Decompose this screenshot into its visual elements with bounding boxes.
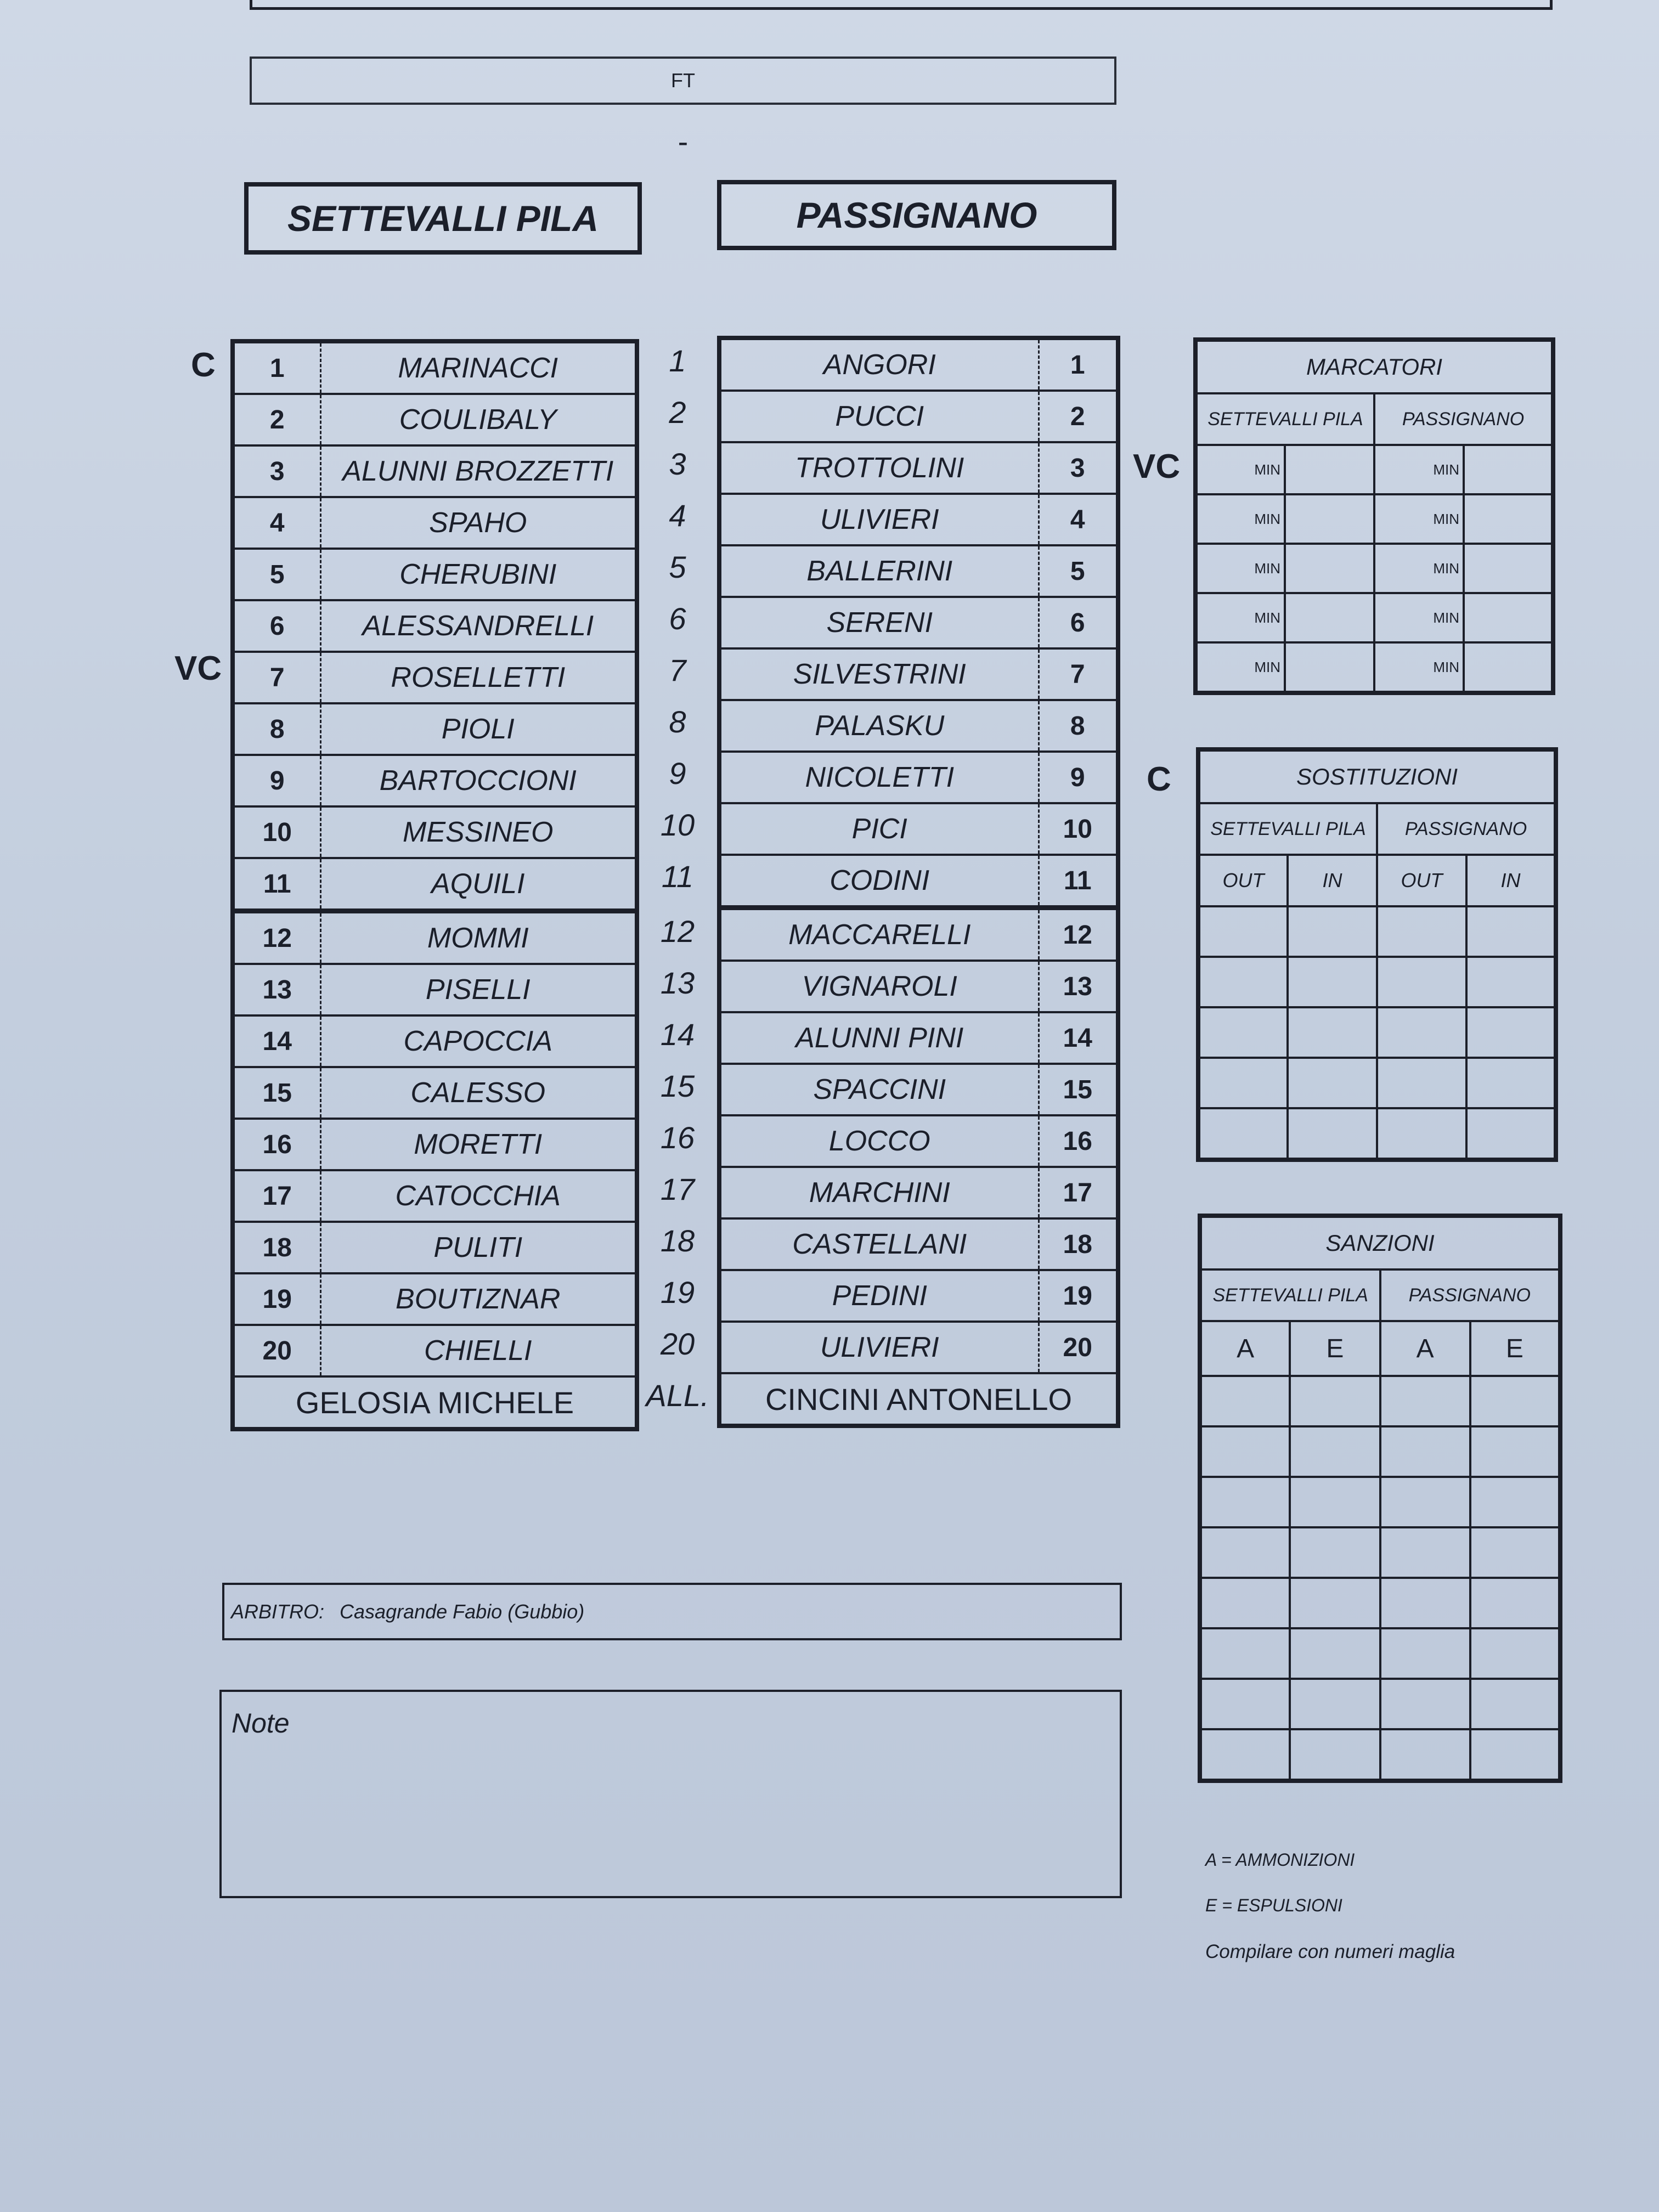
marcatori-min-label[interactable]: MIN — [1195, 445, 1285, 494]
sanzioni-cell[interactable] — [1470, 1729, 1560, 1781]
away-roster-row — [719, 1012, 1118, 1064]
home-player-name: MARINACCI — [398, 352, 558, 384]
marcatori-scorer-cell[interactable] — [1285, 445, 1374, 494]
sostituzioni-away-header: PASSIGNANO — [1377, 803, 1556, 855]
home-team-title: SETTEVALLI PILA — [244, 182, 642, 255]
sanzioni-cell[interactable] — [1470, 1679, 1560, 1729]
middle-shirt-number: 18 — [660, 1223, 695, 1258]
middle-shirt-number: 11 — [661, 859, 694, 894]
sostituzioni-cell[interactable] — [1288, 906, 1377, 957]
away-player-number: 12 — [1039, 908, 1118, 961]
away-player-name: VIGNAROLI — [719, 961, 1039, 1012]
home-player-name: CALESSO — [320, 1067, 637, 1119]
home-player-name: PISELLI — [320, 964, 637, 1015]
home-player-name: PIOLI — [320, 703, 637, 755]
sanzioni-table — [1198, 1214, 1562, 1783]
sanzioni-cell[interactable] — [1200, 1578, 1290, 1628]
home-roster-row — [233, 1325, 637, 1376]
sostituzioni-cell[interactable] — [1466, 1058, 1556, 1108]
score-text: - — [678, 124, 689, 159]
home-roster-row — [233, 806, 637, 858]
marcatori-min-label[interactable]: MIN — [1195, 494, 1285, 544]
middle-shirt-number: 12 — [660, 914, 695, 949]
away-player-number: 5 — [1039, 545, 1118, 597]
away-player-name: CODINI — [719, 855, 1039, 908]
away-player-number: 10 — [1039, 803, 1118, 855]
sostituzioni-cell[interactable] — [1288, 1108, 1377, 1160]
sanzioni-cell[interactable] — [1290, 1578, 1380, 1628]
away-roster-row — [719, 752, 1118, 803]
away-player-name: SPACCINI — [719, 1064, 1039, 1115]
sostituzioni-cell[interactable] — [1288, 1058, 1377, 1108]
home-roster-row — [233, 549, 637, 600]
home-roster-row — [233, 394, 637, 445]
home-player-number: 3 — [233, 445, 320, 497]
marcatori-scorer-cell[interactable] — [1464, 642, 1553, 693]
middle-shirt-number: 19 — [660, 1275, 695, 1310]
away-player-name: MACCARELLI — [719, 908, 1039, 961]
home-roster-row — [233, 911, 637, 964]
away-player-number: 19 — [1039, 1270, 1118, 1322]
middle-shirt-number: 14 — [660, 1017, 695, 1052]
home-player-number: 4 — [233, 497, 320, 549]
home-player-number: 9 — [233, 755, 320, 806]
home-player-name: CATOCCHIA — [320, 1170, 637, 1222]
home-player-number: 7 — [233, 652, 320, 703]
away-coach-row — [719, 1373, 1118, 1426]
sostituzioni-cell[interactable] — [1377, 1007, 1466, 1058]
marcatori-scorer-cell[interactable] — [1285, 593, 1374, 642]
sostituzioni-cell[interactable] — [1198, 1108, 1288, 1160]
home-player-name: COULIBALY — [320, 394, 637, 445]
sanzioni-cell[interactable] — [1200, 1376, 1290, 1426]
sanzioni-cell[interactable] — [1290, 1628, 1380, 1679]
sanzioni-away-a: A — [1380, 1321, 1470, 1376]
sanzioni-row — [1200, 1729, 1560, 1781]
sostituzioni-cell[interactable] — [1198, 1007, 1288, 1058]
sanzioni-cell[interactable] — [1290, 1477, 1380, 1527]
sanzioni-home-a: A — [1200, 1321, 1290, 1376]
sanzioni-cell[interactable] — [1200, 1628, 1290, 1679]
home-player-number: 1 — [233, 341, 320, 394]
away-roster-row — [719, 338, 1118, 391]
marcatori-row — [1195, 593, 1553, 642]
sanzioni-cell[interactable] — [1380, 1679, 1470, 1729]
sostituzioni-cell[interactable] — [1377, 1058, 1466, 1108]
marcatori-scorer-cell[interactable] — [1464, 544, 1553, 593]
away-player-number: 20 — [1039, 1322, 1118, 1373]
away-roster-row — [719, 1270, 1118, 1322]
away-player-number: 8 — [1039, 700, 1118, 752]
marcatori-min-label[interactable]: MIN — [1374, 544, 1464, 593]
sostituzioni-cell[interactable] — [1198, 906, 1288, 957]
home-player-name: MORETTI — [320, 1119, 637, 1170]
sanzioni-cell[interactable] — [1200, 1477, 1290, 1527]
sanzioni-cell[interactable] — [1380, 1628, 1470, 1679]
sostituzioni-cell[interactable] — [1466, 957, 1556, 1007]
marcatori-table — [1193, 337, 1555, 695]
home-player-name: PULITI — [320, 1222, 637, 1273]
marcatori-min-label[interactable]: MIN — [1195, 593, 1285, 642]
marcatori-row — [1195, 544, 1553, 593]
middle-shirt-number: 4 — [669, 498, 686, 533]
away-player-number: 9 — [1039, 752, 1118, 803]
home-player-name: ALESSANDRELLI — [320, 600, 637, 652]
middle-shirt-number: 3 — [669, 447, 686, 481]
sanzioni-cell[interactable] — [1200, 1679, 1290, 1729]
sostituzioni-title: SOSTITUZIONI — [1198, 749, 1556, 803]
away-player-number: 1 — [1039, 338, 1118, 391]
middle-shirt-number: 13 — [660, 966, 695, 1000]
sostituzioni-cell[interactable] — [1198, 957, 1288, 1007]
away-player-number: 3 — [1039, 442, 1118, 494]
home-player-number: 10 — [233, 806, 320, 858]
status-box — [250, 57, 1116, 105]
sanzioni-away-e: E — [1470, 1321, 1560, 1376]
home-player-number: 18 — [233, 1222, 320, 1273]
middle-shirt-number: 16 — [660, 1120, 695, 1155]
away-player-number: 4 — [1039, 494, 1118, 545]
away-roster-row — [719, 1322, 1118, 1373]
home-roster-row — [233, 858, 637, 911]
sanzioni-away-header: PASSIGNANO — [1380, 1269, 1561, 1321]
sanzioni-cell[interactable] — [1470, 1527, 1560, 1578]
home-roster-row — [233, 600, 637, 652]
sostituzioni-row — [1198, 1108, 1556, 1160]
marcatori-scorer-cell[interactable] — [1285, 544, 1374, 593]
sanzioni-row — [1200, 1376, 1560, 1426]
marcatori-min-label[interactable]: MIN — [1374, 593, 1464, 642]
sostituzioni-table — [1196, 747, 1558, 1162]
sanzioni-cell[interactable] — [1200, 1527, 1290, 1578]
away-roster-row — [719, 1218, 1118, 1270]
arbitro-value: Casagrande Fabio (Gubbio) — [340, 1600, 585, 1623]
sanzioni-cell[interactable] — [1380, 1426, 1470, 1477]
home-vice-captain-mark: VC — [174, 650, 222, 687]
home-captain-mark: C — [191, 346, 216, 384]
away-roster-row — [719, 442, 1118, 494]
away-player-name: SERENI — [719, 597, 1039, 648]
sanzioni-cell[interactable] — [1290, 1426, 1380, 1477]
note-label: Note — [232, 1708, 290, 1739]
away-player-name: NICOLETTI — [719, 752, 1039, 803]
away-roster-row — [719, 803, 1118, 855]
away-roster-row — [719, 391, 1118, 442]
away-player-number: 13 — [1039, 961, 1118, 1012]
sanzioni-cell[interactable] — [1380, 1578, 1470, 1628]
sanzioni-cell[interactable] — [1470, 1628, 1560, 1679]
away-roster-row — [719, 908, 1118, 961]
home-player-number: 6 — [233, 600, 320, 652]
away-player-name: PICI — [719, 803, 1039, 855]
sostituzioni-cell[interactable] — [1198, 1058, 1288, 1108]
sostituzioni-cell[interactable] — [1466, 1007, 1556, 1058]
away-roster-row — [719, 648, 1118, 700]
sanzioni-cell[interactable] — [1380, 1527, 1470, 1578]
coach-label: ALL. — [646, 1378, 709, 1413]
home-roster-row — [233, 652, 637, 703]
away-player-name: PALASKU — [719, 700, 1039, 752]
home-roster-row — [233, 341, 637, 394]
away-player-name: ANGORI — [823, 349, 936, 381]
arbitro-label: ARBITRO: — [231, 1600, 325, 1623]
sanzioni-row — [1200, 1679, 1560, 1729]
legend-ammonizioni: A = AMMONIZIONI — [1205, 1850, 1355, 1870]
sanzioni-cell[interactable] — [1200, 1729, 1290, 1781]
home-player-name: SPAHO — [320, 497, 637, 549]
away-player-number: 18 — [1039, 1218, 1118, 1270]
away-player-name: PUCCI — [719, 391, 1039, 442]
sanzioni-cell[interactable] — [1380, 1729, 1470, 1781]
marcatori-scorer-cell[interactable] — [1464, 593, 1553, 642]
sanzioni-home-e: E — [1290, 1321, 1380, 1376]
home-roster-row — [233, 964, 637, 1015]
home-player-name: MOMMI — [320, 911, 637, 964]
home-player-number: 13 — [233, 964, 320, 1015]
middle-shirt-number: 17 — [660, 1172, 695, 1206]
sanzioni-cell[interactable] — [1470, 1376, 1560, 1426]
sanzioni-cell[interactable] — [1470, 1477, 1560, 1527]
away-roster-row — [719, 855, 1118, 908]
home-roster-row — [233, 497, 637, 549]
marcatori-min-label[interactable]: MIN — [1195, 544, 1285, 593]
marcatori-row — [1195, 445, 1553, 494]
away-team-title: PASSIGNANO — [717, 180, 1116, 250]
sanzioni-cell[interactable] — [1380, 1477, 1470, 1527]
marcatori-row — [1195, 494, 1553, 544]
marcatori-min-label[interactable]: MIN — [1374, 494, 1464, 544]
marcatori-away-header: PASSIGNANO — [1374, 393, 1553, 445]
middle-shirt-number: 6 — [669, 601, 686, 636]
middle-shirt-number: 5 — [669, 550, 686, 584]
away-player-number: 2 — [1039, 391, 1118, 442]
sostituzioni-cell[interactable] — [1377, 1108, 1466, 1160]
sanzioni-cell[interactable] — [1380, 1376, 1470, 1426]
sanzioni-row — [1200, 1527, 1560, 1578]
home-player-number: 2 — [233, 394, 320, 445]
home-player-name: BARTOCCIONI — [320, 755, 637, 806]
marcatori-scorer-cell[interactable] — [1464, 494, 1553, 544]
home-coach-name: GELOSIA MICHELE — [233, 1376, 637, 1429]
note-box — [219, 1690, 1122, 1898]
sostituzioni-row — [1198, 1058, 1556, 1108]
away-roster-row — [719, 1115, 1118, 1167]
middle-shirt-number: 9 — [669, 756, 686, 791]
sostituzioni-row — [1198, 957, 1556, 1007]
home-player-number: 15 — [233, 1067, 320, 1119]
sanzioni-row — [1200, 1578, 1560, 1628]
sostituzioni-cell[interactable] — [1466, 906, 1556, 957]
marcatori-scorer-cell[interactable] — [1285, 494, 1374, 544]
home-player-number: 20 — [233, 1325, 320, 1376]
sostituzioni-cell[interactable] — [1466, 1108, 1556, 1160]
home-player-name: AQUILI — [320, 858, 637, 911]
away-roster-row — [719, 1167, 1118, 1218]
home-roster-row — [233, 1222, 637, 1273]
away-player-name: TROTTOLINI — [719, 442, 1039, 494]
away-player-number: 14 — [1039, 1012, 1118, 1064]
away-roster-row — [719, 961, 1118, 1012]
sostituzioni-cell[interactable] — [1377, 957, 1466, 1007]
sostituzioni-row — [1198, 906, 1556, 957]
home-player-number: 8 — [233, 703, 320, 755]
middle-shirt-number: 10 — [660, 808, 695, 842]
away-player-number: 16 — [1039, 1115, 1118, 1167]
away-player-name: MARCHINI — [719, 1167, 1039, 1218]
home-player-name: CAPOCCIA — [320, 1015, 637, 1067]
middle-shirt-number: 20 — [660, 1327, 695, 1361]
sostituzioni-cell[interactable] — [1288, 957, 1377, 1007]
sanzioni-cell[interactable] — [1200, 1426, 1290, 1477]
legend-hint: Compilare con numeri maglia — [1205, 1941, 1455, 1962]
away-player-number: 15 — [1039, 1064, 1118, 1115]
home-roster-row — [233, 1015, 637, 1067]
sostituzioni-away-in: IN — [1466, 855, 1556, 906]
arbitro-box — [222, 1583, 1122, 1640]
sanzioni-cell[interactable] — [1290, 1679, 1380, 1729]
away-player-name: LOCCO — [719, 1115, 1039, 1167]
away-player-name: SILVESTRINI — [719, 648, 1039, 700]
marcatori-scorer-cell[interactable] — [1464, 445, 1553, 494]
marcatori-home-header: SETTEVALLI PILA — [1195, 393, 1374, 445]
middle-shirt-number: 1 — [669, 343, 686, 378]
home-roster-row — [233, 445, 637, 497]
sanzioni-cell[interactable] — [1290, 1729, 1380, 1781]
home-roster-row — [233, 1170, 637, 1222]
top-form-box — [250, 0, 1553, 10]
sostituzioni-away-out: OUT — [1377, 855, 1466, 906]
home-roster-row — [233, 703, 637, 755]
home-player-number: 14 — [233, 1015, 320, 1067]
away-player-number: 11 — [1039, 855, 1118, 908]
marcatori-scorer-cell[interactable] — [1285, 642, 1374, 693]
sanzioni-cell[interactable] — [1290, 1376, 1380, 1426]
home-player-name: CHIELLI — [320, 1325, 637, 1376]
sanzioni-row — [1200, 1477, 1560, 1527]
sostituzioni-home-header: SETTEVALLI PILA — [1198, 803, 1377, 855]
away-player-number: 17 — [1039, 1167, 1118, 1218]
sanzioni-cell[interactable] — [1290, 1527, 1380, 1578]
sostituzioni-home-out: OUT — [1198, 855, 1288, 906]
home-roster-row — [233, 1273, 637, 1325]
sanzioni-cell[interactable] — [1470, 1578, 1560, 1628]
legend-espulsioni: E = ESPULSIONI — [1205, 1895, 1342, 1915]
away-vice-captain-mark: VC — [1133, 448, 1181, 486]
sanzioni-row — [1200, 1426, 1560, 1477]
marcatori-title: MARCATORI — [1195, 340, 1553, 393]
away-captain-mark: C — [1147, 760, 1171, 798]
sostituzioni-cell[interactable] — [1377, 906, 1466, 957]
home-player-name: ROSELLETTI — [320, 652, 637, 703]
home-roster-row — [233, 1067, 637, 1119]
middle-shirt-number: 7 — [669, 653, 686, 687]
sanzioni-cell[interactable] — [1470, 1426, 1560, 1477]
away-player-name: BALLERINI — [719, 545, 1039, 597]
home-player-name: MESSINEO — [320, 806, 637, 858]
away-player-name: ULIVIERI — [719, 494, 1039, 545]
home-player-number: 12 — [233, 911, 320, 964]
sanzioni-row — [1200, 1628, 1560, 1679]
sanzioni-home-header: SETTEVALLI PILA — [1200, 1269, 1380, 1321]
away-coach-name: CINCINI ANTONELLO — [719, 1373, 1118, 1426]
away-roster-row — [719, 597, 1118, 648]
away-player-name: CASTELLANI — [719, 1218, 1039, 1270]
away-roster-row — [719, 1064, 1118, 1115]
home-player-name: ALUNNI BROZZETTI — [320, 445, 637, 497]
away-player-name: PEDINI — [719, 1270, 1039, 1322]
sostituzioni-cell[interactable] — [1288, 1007, 1377, 1058]
middle-shirt-number: 2 — [669, 395, 686, 430]
away-roster-row — [719, 545, 1118, 597]
home-roster-table — [230, 339, 639, 1431]
sostituzioni-home-in: IN — [1288, 855, 1377, 906]
away-player-number: 7 — [1039, 648, 1118, 700]
away-player-number: 6 — [1039, 597, 1118, 648]
home-player-number: 19 — [233, 1273, 320, 1325]
home-coach-row — [233, 1376, 637, 1429]
away-roster-table — [717, 336, 1120, 1428]
home-roster-row — [233, 1119, 637, 1170]
away-player-name: ULIVIERI — [719, 1322, 1039, 1373]
home-player-name: BOUTIZNAR — [320, 1273, 637, 1325]
marcatori-min-label[interactable]: MIN — [1195, 642, 1285, 693]
middle-shirt-number: 15 — [660, 1069, 695, 1103]
marcatori-min-label[interactable]: MIN — [1374, 642, 1464, 693]
home-roster-row — [233, 755, 637, 806]
home-player-name: CHERUBINI — [320, 549, 637, 600]
marcatori-min-label[interactable]: MIN — [1374, 445, 1464, 494]
sanzioni-title: SANZIONI — [1200, 1216, 1560, 1269]
status-text: FT — [671, 69, 695, 92]
home-player-number: 11 — [233, 858, 320, 911]
away-player-name: ALUNNI PINI — [719, 1012, 1039, 1064]
away-roster-row — [719, 494, 1118, 545]
home-player-number: 16 — [233, 1119, 320, 1170]
sostituzioni-row — [1198, 1007, 1556, 1058]
marcatori-row — [1195, 642, 1553, 693]
middle-shirt-number: 8 — [669, 704, 686, 739]
home-player-number: 17 — [233, 1170, 320, 1222]
away-roster-row — [719, 700, 1118, 752]
home-player-number: 5 — [233, 549, 320, 600]
